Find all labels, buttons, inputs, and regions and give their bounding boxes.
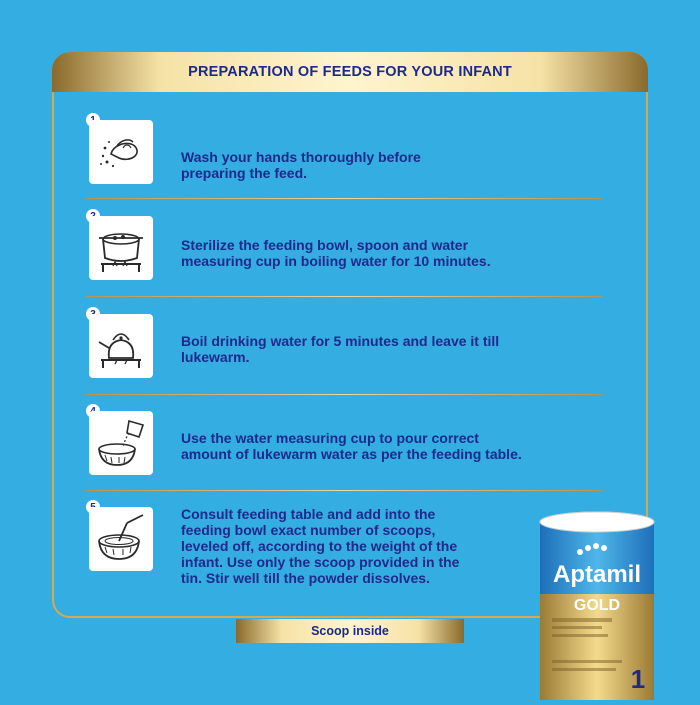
step-text: Use the water measuring cup to pour correct amount of lukewarm water as per the feeding table.	[181, 430, 522, 462]
product-line: GOLD	[573, 597, 621, 614]
step-1	[86, 113, 606, 191]
page-title: PREPARATION OF FEEDS FOR YOUR INFANT	[188, 64, 512, 80]
boiling-pot-icon	[89, 216, 153, 280]
step-2	[86, 209, 606, 287]
step-text: Consult feeding table and add into the feeding bowl exact number of scoops, leveled off, according to the weight of the infant. Use only the scoop provided in the tin. Stir well till the powder dissolves.	[181, 506, 460, 586]
step-3	[86, 307, 606, 385]
kettle-on-stove-icon	[89, 314, 153, 378]
divider	[86, 394, 602, 395]
step-5	[86, 500, 606, 600]
scoop-inside-banner	[236, 619, 464, 643]
step-text: Wash your hands thoroughly before preparing the feed.	[181, 149, 421, 181]
hand-washing-icon	[89, 120, 153, 184]
product-tin	[538, 510, 656, 700]
step-text: Boil drinking water for 5 minutes and leave it till lukewarm.	[181, 333, 500, 365]
divider	[86, 198, 602, 199]
stirring-bowl-icon	[89, 507, 153, 571]
scoop-label: Scoop inside	[311, 624, 389, 638]
step-text: Sterilize the feeding bowl, spoon and water measuring cup in boiling water for 10 minutes.	[181, 237, 491, 269]
step-4	[86, 404, 606, 482]
title-band	[52, 52, 648, 92]
divider	[86, 296, 602, 297]
product-stage: 1	[630, 664, 646, 694]
divider	[86, 490, 602, 491]
pour-water-icon	[89, 411, 153, 475]
product-tin-image	[538, 510, 656, 700]
product-brand: Aptamil	[552, 561, 642, 588]
